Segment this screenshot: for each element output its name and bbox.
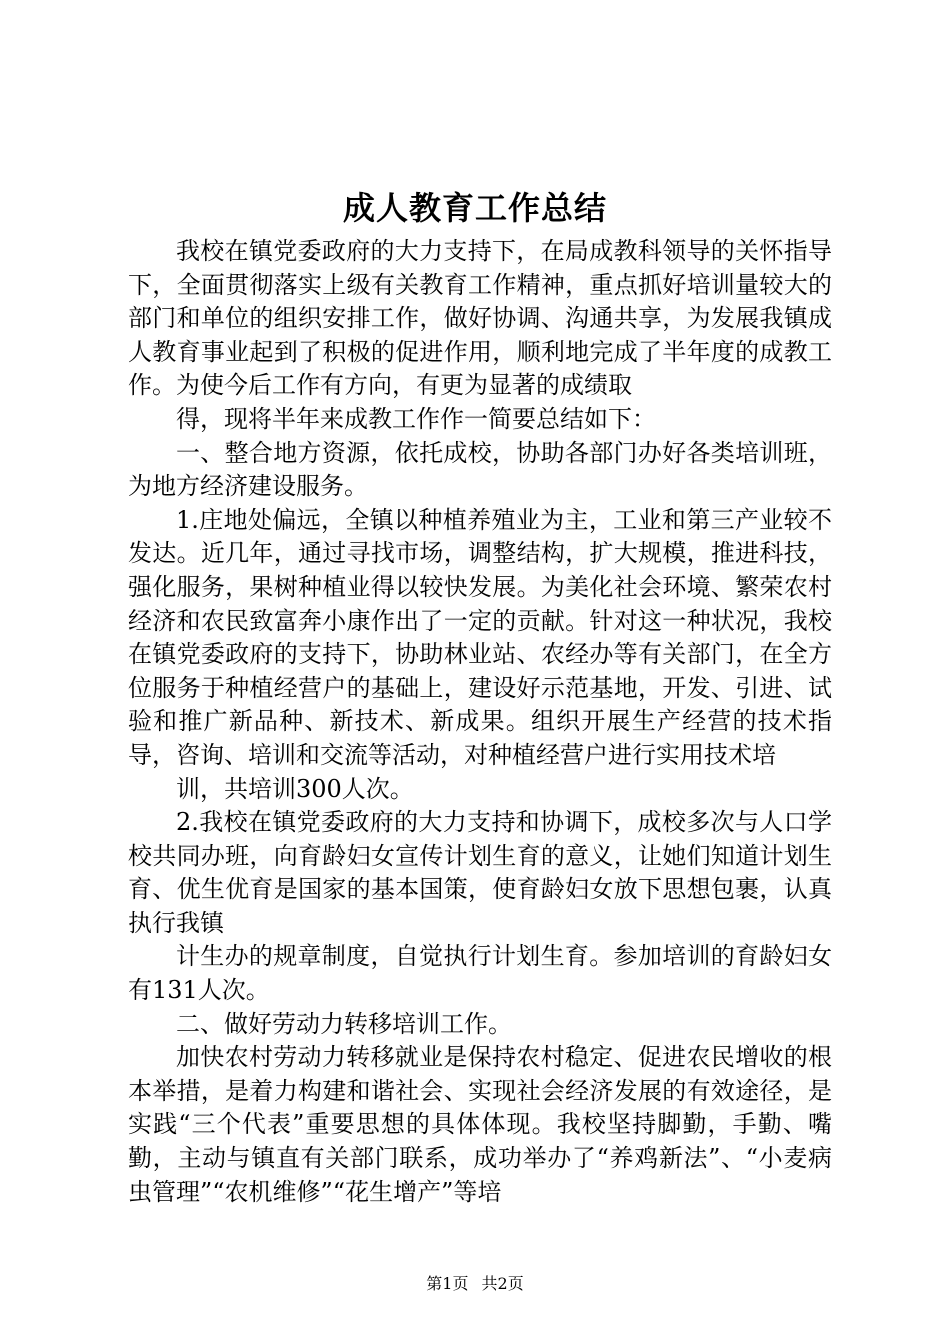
section-heading: 一、整合地方资源，依托成校，协助各部门办好各类培训班，为地方经济建设服务。: [128, 438, 832, 501]
paragraph: 我校在镇党委政府的大力支持下，在局成教科领导的关怀指导下，全面贯彻落实上级有关教育工作精神，重点抓好培训量较大的部门和单位的组织安排工作，做好协调、沟通共享，为发展我镇成人教育事业起到了积极的促进作用，顺利地完成了半年度的成教工作。为使今后工作有方向，有更为显著的成绩取: [128, 237, 832, 400]
document-body: [128, 235, 832, 1209]
paragraph: 加快农村劳动力转移就业是保持农村稳定、促进农民增收的根本举措，是着力构建和谐社会、实现社会经济发展的有效途径，是实践“三个代表”重要思想的具体体现。我校坚持脚勤，手勤、嘴勤，主动与镇直有关部门联系，成功举办了“养鸡新法”、“小麦病虫管理”“农机维修”“花生增产”等培: [128, 1043, 832, 1206]
paragraph: 2.我校在镇党委政府的大力支持和协调下，成校多次与人口学校共同办班，向育龄妇女宣传计划生育的意义，让她们知道计划生育、优生优育是国家的基本国策，使育龄妇女放下思想包裹，认真执行我镇: [128, 808, 832, 937]
page-footer: [0, 1272, 950, 1296]
page-total: 共2页: [481, 1274, 524, 1293]
section-heading: 二、做好劳动力转移培训工作。: [176, 1009, 512, 1038]
paragraph: 计生办的规章制度，自觉执行计划生育。参加培训的育龄妇女有131人次。: [128, 942, 832, 1005]
page-number: 第1页: [426, 1274, 469, 1293]
paragraph: 得，现将半年来成教工作作一简要总结如下：: [176, 404, 656, 433]
document-title: 成人教育工作总结: [342, 189, 607, 227]
paragraph: 训，共培训300人次。: [176, 774, 414, 803]
paragraph: 1.庄地处偏远，全镇以种植养殖业为主，工业和第三产业较不发达。近几年，通过寻找市场，调整结构，扩大规模，推进科技，强化服务，果树种植业得以较快发展。为美化社会环境、繁荣农村经济和农民致富奔小康作出了一定的贡献。针对这一种状况，我校在镇党委政府的支持下，协助林业站、农经办等有关部门，在全方位服务于种植经营户的基础上，建设好示范基地，开发、引进、试验和推广新品种、新技术、新成果。组织开展生产经营的技术指导，咨询、培训和交流等活动，对种植经营户进行实用技术培: [128, 505, 832, 769]
